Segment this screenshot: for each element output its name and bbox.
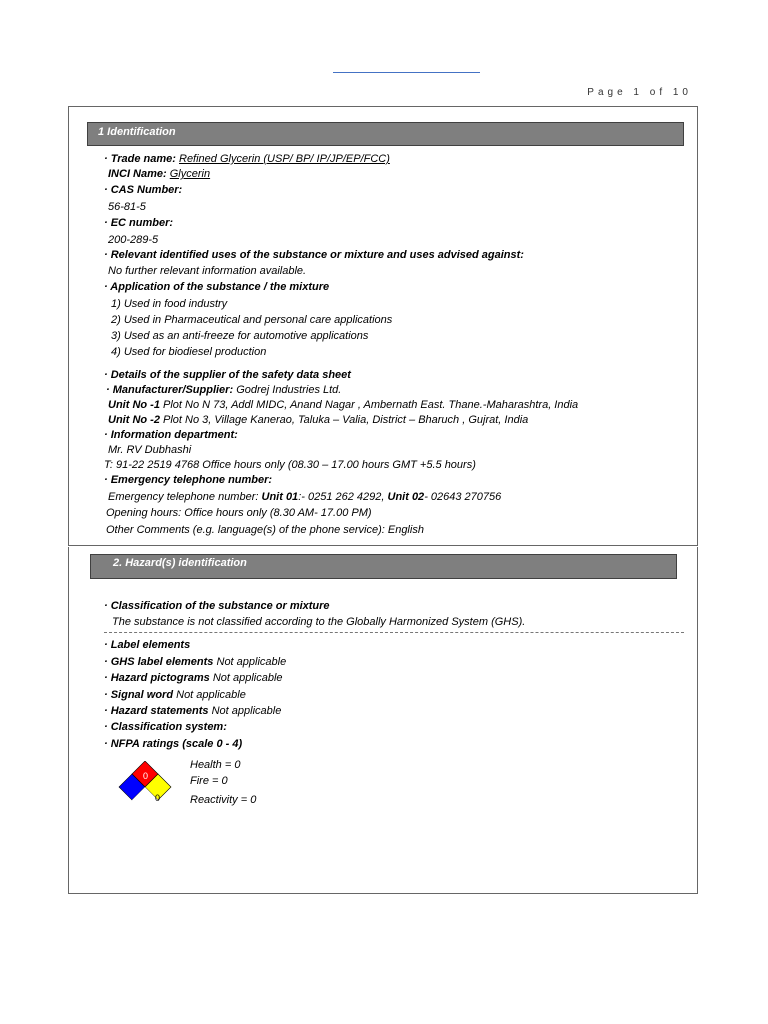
ghs-label: · GHS label elements bbox=[104, 656, 214, 668]
header-rule bbox=[333, 72, 480, 73]
unit-1-value: Plot No N 73, Addl MIDC, Anand Nagar , Ambernath East. Thane.-Maharashtra, India bbox=[163, 399, 579, 411]
nfpa-health-value: 0 bbox=[122, 793, 128, 803]
signal-word-label: · Signal word bbox=[104, 689, 174, 701]
inci-name-value: Glycerin bbox=[169, 168, 211, 180]
page-number: Page 1 of 10 bbox=[587, 87, 692, 98]
classification-value: The substance is not classified according to the Globally Harmonized System (GHS). bbox=[112, 616, 526, 628]
emergency-unit-2-value: - 02643 270756 bbox=[424, 491, 502, 503]
nfpa-health-text: Health = 0 bbox=[190, 759, 241, 771]
section-2-header: 2. Hazard(s) identification bbox=[90, 554, 677, 579]
pictograms-line bbox=[104, 671, 283, 685]
uses-value: No further relevant information available. bbox=[108, 265, 307, 277]
uses-label: · Relevant identified uses of the substance or mixture and uses advised against: bbox=[104, 249, 524, 261]
ec-label: · EC number: bbox=[104, 217, 174, 229]
hazard-statements-line bbox=[104, 704, 281, 718]
application-item: 3) Used as an anti-freeze for automotive applications bbox=[111, 330, 369, 342]
pictograms-label: · Hazard pictograms bbox=[104, 672, 210, 684]
nfpa-diamond-icon bbox=[112, 761, 178, 811]
cas-value: 56-81-5 bbox=[108, 201, 146, 213]
info-contact: Mr. RV Dubhashi bbox=[108, 444, 192, 456]
trade-name-label: · Trade name: bbox=[104, 153, 176, 165]
manufacturer-value: Godrej Industries Ltd. bbox=[236, 384, 342, 396]
hazard-statements-label: · Hazard statements bbox=[104, 705, 209, 717]
label-elements: · Label elements bbox=[104, 639, 191, 651]
manufacturer-label: · Manufacturer/Supplier: bbox=[106, 384, 234, 396]
hazard-statements-value: Not applicable bbox=[211, 705, 282, 717]
application-item: 4) Used for biodiesel production bbox=[111, 346, 267, 358]
nfpa-fire-text: Fire = 0 bbox=[190, 775, 228, 787]
ghs-line bbox=[104, 655, 286, 669]
application-label: · Application of the substance / the mixture bbox=[104, 281, 330, 293]
emergency-unit-1-value: :- 0251 262 4292, bbox=[298, 491, 385, 503]
unit-2-label: Unit No -2 bbox=[108, 414, 160, 426]
nfpa-fire-value: 0 bbox=[143, 771, 149, 781]
supplier-label: · Details of the supplier of the safety data sheet bbox=[104, 369, 351, 381]
application-item: 2) Used in Pharmaceutical and personal care applications bbox=[111, 314, 393, 326]
classification-system-label: · Classification system: bbox=[104, 721, 227, 733]
unit-2-line bbox=[108, 413, 528, 427]
cas-label: · CAS Number: bbox=[104, 184, 183, 196]
other-comments: Other Comments (e.g. language(s) of the phone service): English bbox=[106, 524, 424, 536]
inci-name-label: INCI Name: bbox=[108, 168, 167, 180]
signal-word-value: Not applicable bbox=[176, 689, 246, 701]
opening-hours: Opening hours: Office hours only (8.30 AM- 17.00 PM) bbox=[106, 507, 372, 519]
trade-name-line bbox=[104, 152, 390, 166]
nfpa-reactivity-value: 0 bbox=[155, 793, 161, 803]
manufacturer-line bbox=[106, 383, 341, 397]
emergency-prefix: Emergency telephone number: bbox=[108, 491, 259, 503]
emergency-unit-2-label: Unit 02 bbox=[387, 491, 425, 503]
section-1-header: 1 Identification bbox=[87, 122, 684, 146]
unit-1-label: Unit No -1 bbox=[108, 399, 160, 411]
ec-value: 200-289-5 bbox=[108, 234, 159, 246]
trade-name-value: Refined Glycerin (USP/ BP/ IP/JP/EP/FCC) bbox=[179, 153, 390, 165]
unit-2-value: Plot No 3, Village Kanerao, Taluka – Valia, District – Bharuch , Gujrat, India bbox=[163, 414, 529, 426]
classification-label: · Classification of the substance or mixture bbox=[104, 600, 330, 612]
application-item: 1) Used in food industry bbox=[111, 298, 228, 310]
nfpa-reactivity-text: Reactivity = 0 bbox=[190, 794, 257, 806]
nfpa-label: · NFPA ratings (scale 0 - 4) bbox=[104, 738, 243, 750]
emergency-unit-1-label: Unit 01 bbox=[261, 491, 299, 503]
info-phone: T: 91-22 2519 4768 Office hours only (08.30 – 17.00 hours GMT +5.5 hours) bbox=[104, 459, 476, 471]
unit-1-line bbox=[108, 398, 578, 412]
ghs-value: Not applicable bbox=[216, 656, 287, 668]
dashed-divider bbox=[104, 632, 684, 633]
inci-name-line bbox=[108, 167, 210, 181]
signal-word-line bbox=[104, 688, 246, 702]
emergency-numbers-line bbox=[108, 490, 501, 504]
pictograms-value: Not applicable bbox=[212, 672, 283, 684]
emergency-label: · Emergency telephone number: bbox=[104, 474, 273, 486]
info-department-label: · Information department: bbox=[104, 429, 238, 441]
